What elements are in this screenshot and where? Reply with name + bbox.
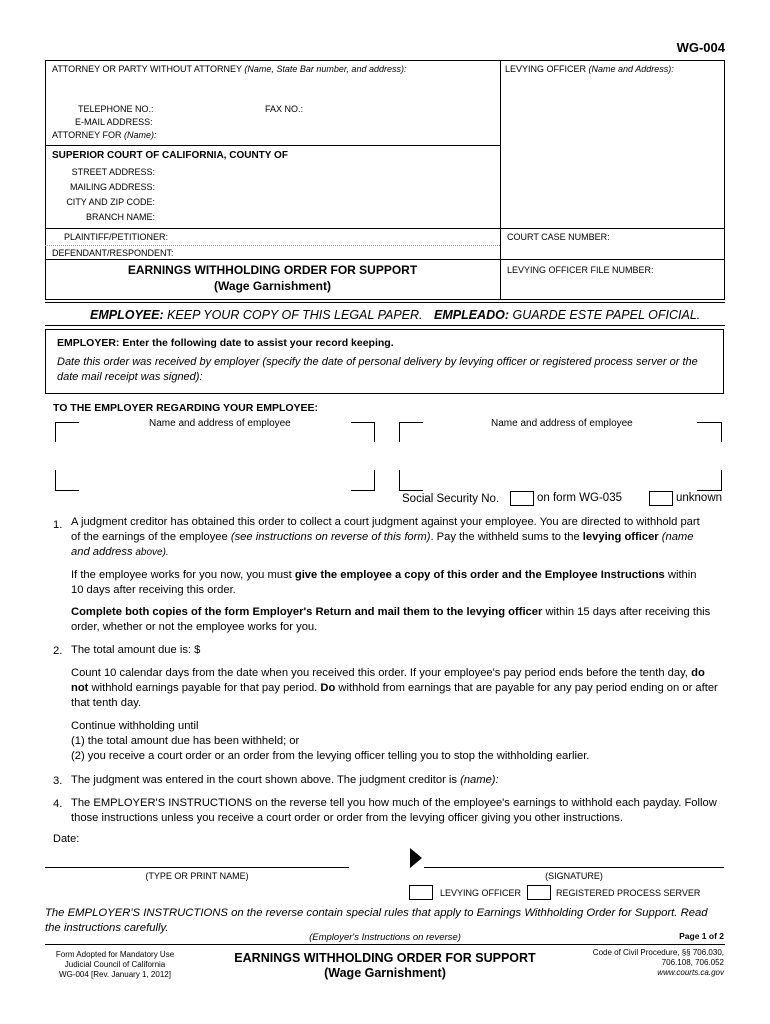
item-1-text-line-1: A judgment creditor has obtained this order to collect a court judgment against your employee. You are directed to withhold part (71, 516, 700, 528)
form-title: EARNINGS WITHHOLDING ORDER FOR SUPPORT (127, 263, 418, 277)
plaintiff-label: PLAINTIFF/PETITIONER: (63, 232, 168, 242)
date-received-text-1: Date this order was received by employer (specify the date of personal delivery by levying officer or registered process server or the (57, 356, 698, 368)
defendant-label: DEFENDANT/RESPONDENT: (52, 248, 174, 258)
employee-name-caption-right: Name and address of employee (491, 418, 633, 429)
city-zip-label: CITY AND ZIP CODE: (66, 197, 155, 207)
banner-top-border (45, 302, 725, 303)
email-label: E-MAIL ADDRESS: (75, 117, 153, 127)
footer-form-subtitle: (Wage Garnishment) (324, 966, 446, 980)
date-received-text-2: date mail receipt was signed): (57, 371, 203, 383)
item-1-number: 1. (53, 519, 63, 531)
employee-banner: EMPLOYEE: KEEP YOUR COPY OF THIS LEGAL PAPER. (90, 308, 423, 322)
header-divider-3 (45, 259, 725, 260)
mailing-address-label: MAILING ADDRESS: (69, 182, 155, 192)
item-4-text-line-1: The EMPLOYER'S INSTRUCTIONS on the reverse tell you how much of the employee's earnings to withhold each payday. Follow (71, 797, 717, 809)
employee-address-frame-right (399, 422, 725, 494)
empleado-banner: EMPLEADO: GUARDE ESTE PAPEL OFICIAL. (434, 308, 701, 322)
process-server-option: REGISTERED PROCESS SERVER (556, 888, 701, 898)
item-2c-text-line-3: (2) you receive a court order or an order from the levying officer telling you to stop the withholding earlier. (71, 750, 590, 762)
footer-note-line-1: The EMPLOYER'S INSTRUCTIONS on the reverse contain special rules that apply to Earnings Withholding Order for Support. Read (45, 907, 708, 919)
process-server-checkbox[interactable] (527, 885, 551, 900)
telephone-label: TELEPHONE NO.: (78, 104, 154, 114)
header-center-divider (500, 60, 501, 299)
employer-heading: EMPLOYER: Enter the following date to assist your record keeping. (57, 337, 394, 349)
item-4-text-line-2: those instructions unless you receive a court order or order from the levying officer giving you other instructions. (71, 812, 623, 824)
page-number: Page 1 of 2 (679, 931, 724, 941)
court-case-number-label: COURT CASE NUMBER: (507, 232, 610, 242)
sign-here-arrow-icon (410, 848, 422, 868)
print-name-line[interactable] (45, 867, 349, 868)
form-adopted-info: Form Adopted for Mandatory Use Judicial Council of California WG-004 [Rev. January 1, 2012] (55, 950, 175, 979)
print-name-label: (TYPE OR PRINT NAME) (145, 871, 249, 881)
ssn-label: Social Security No. (402, 493, 500, 505)
form-number: WG-004 (676, 40, 725, 55)
reverse-note: (Employer's Instructions on reverse) (309, 932, 461, 943)
item-3-text: The judgment was entered in the court shown above. The judgment creditor is (name): (71, 774, 499, 786)
ssn-on-form-checkbox[interactable] (510, 491, 534, 506)
item-2b-text-line-1: Count 10 calendar days from the date when you received this order. If your employee's pay period ends before the tenth day, do (71, 667, 705, 679)
item-2-total-amount: The total amount due is: $ (71, 644, 201, 656)
header-bottom-border (45, 299, 725, 300)
header-right-border (724, 60, 725, 299)
footer-divider (45, 944, 725, 945)
header-divider-2 (45, 228, 725, 229)
footer-note-line-2: the instructions carefully. (45, 922, 169, 934)
item-1c-text-line-1: Complete both copies of the form Employer's Return and mail them to the levying officer within 15 days after receiving this (71, 606, 711, 618)
employee-name-caption-left: Name and address of employee (149, 418, 291, 429)
levying-officer-checkbox[interactable] (409, 885, 433, 900)
item-2b-text-line-2: not withhold earnings payable for that pay period. Do withhold from earnings that are payable for any pay period ending on or after (71, 682, 718, 694)
banner-bottom-border (45, 325, 725, 326)
employee-address-frame-left (55, 422, 380, 494)
item-1c-text-line-2: order, whether or not the employee works for you. (71, 621, 318, 633)
levying-file-number-label: LEVYING OFFICER FILE NUMBER: (507, 265, 654, 275)
footer-form-title: EARNINGS WITHHOLDING ORDER FOR SUPPORT (234, 951, 536, 965)
item-2c-text-line-2: (1) the total amount due has been withheld; or (71, 735, 300, 747)
website-link[interactable]: www.courts.ca.gov (657, 968, 724, 977)
unknown-label: unknown (676, 492, 723, 504)
parties-divider (45, 245, 500, 246)
form-subtitle: (Wage Garnishment) (214, 279, 331, 293)
item-1b-text-line-1: If the employee works for you now, you must give the employee a copy of this order and the Employee Instructions within (71, 569, 697, 581)
fax-label: FAX NO.: (265, 104, 304, 114)
item-1-text-line-3: and address above). (71, 546, 169, 558)
item-1-text-line-2: of the earnings of the employee (see instructions on reverse of this form). Pay the withheld sums to the levying officer (name (71, 531, 694, 543)
court-title: SUPERIOR COURT OF CALIFORNIA, COUNTY OF (52, 150, 288, 161)
header-divider-1 (45, 145, 500, 146)
item-4-number: 4. (53, 798, 63, 810)
ssn-unknown-checkbox[interactable] (649, 491, 673, 506)
item-2-number: 2. (53, 645, 63, 657)
street-address-label: STREET ADDRESS: (71, 167, 155, 177)
signature-label: (SIGNATURE) (545, 871, 603, 881)
attorney-for-label: ATTORNEY FOR (Name): (52, 130, 157, 140)
date-label: Date: (53, 833, 80, 845)
code-reference: Code of Civil Procedure, §§ 706.030, 706.108, 706.052 www.courts.ca.gov (560, 948, 724, 978)
attorney-label: ATTORNEY OR PARTY WITHOUT ATTORNEY (Name, State Bar number, and address): (52, 64, 407, 74)
branch-name-label: BRANCH NAME: (85, 212, 155, 222)
levying-officer-option: LEVYING OFFICER (440, 888, 522, 898)
header-top-border (45, 60, 725, 61)
item-2b-text-line-3: that tenth day. (71, 697, 142, 709)
signature-line[interactable] (424, 867, 724, 868)
item-2c-text-line-1: Continue withholding until (71, 720, 199, 732)
employee-section-heading: TO THE EMPLOYER REGARDING YOUR EMPLOYEE: (53, 402, 319, 414)
item-3-number: 3. (53, 775, 63, 787)
on-form-wg035-label: on form WG-035 (537, 492, 622, 504)
item-1b-text-line-2: 10 days after receiving this order. (71, 584, 236, 596)
levying-officer-label: LEVYING OFFICER (Name and Address): (505, 64, 674, 74)
